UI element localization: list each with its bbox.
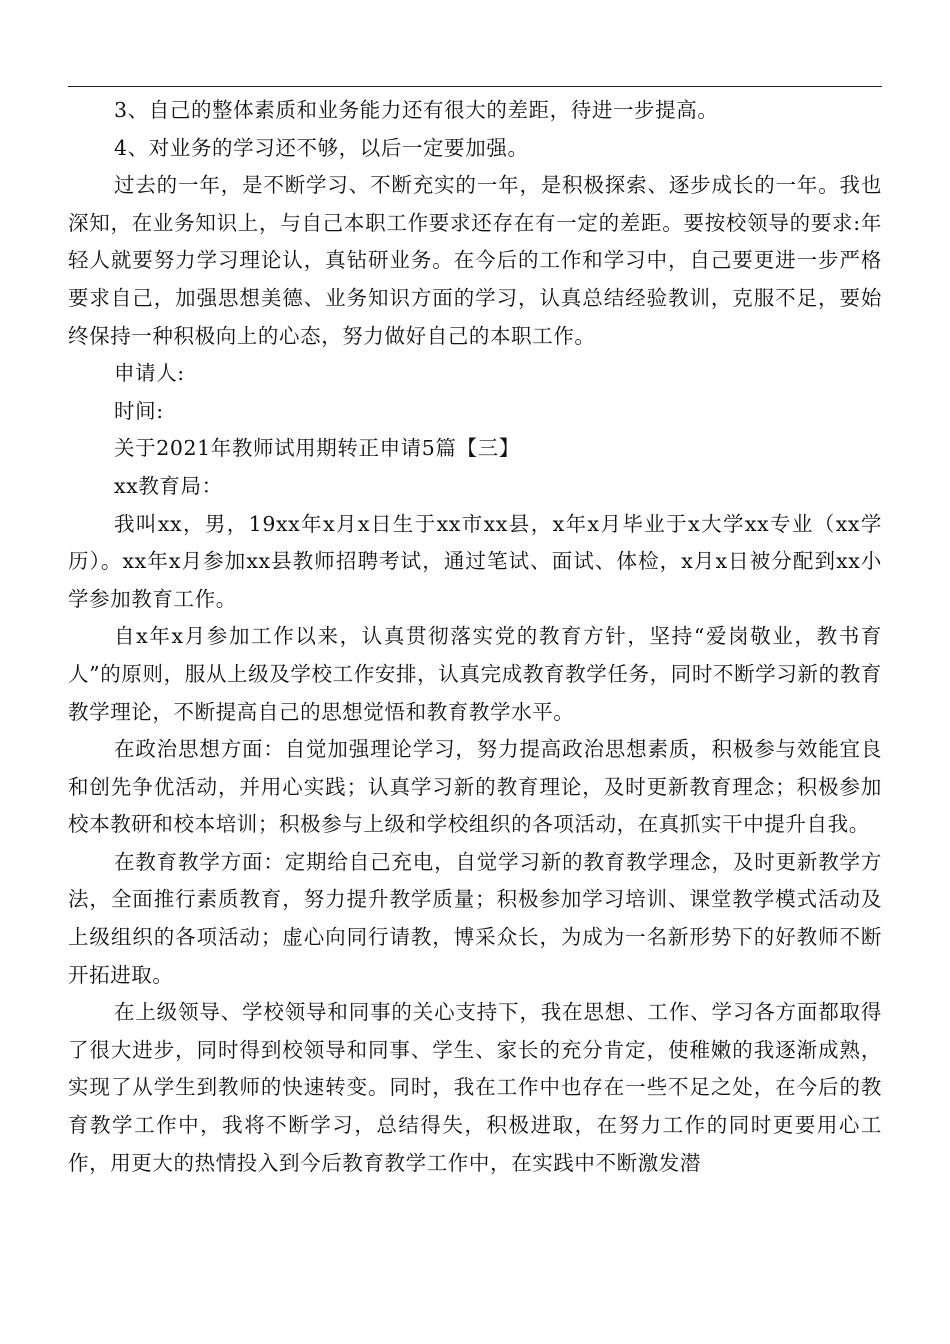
applicant-label: 申请人:	[114, 361, 185, 386]
section-title: 关于2021年教师试用期转正申请5篇【三】	[114, 436, 520, 461]
salutation: xx教育局：	[114, 473, 223, 498]
date-label: 时间:	[114, 398, 164, 423]
paragraph-work: 自x年x月参加工作以来，认真贯彻落实党的教育方针，坚持“爱岗敬业，教书育人”的原则，服从上级及学校工作安排，认真完成教育教学任务，同时不断学习新的教育教学理论，不断提高自己的思想觉悟和教育教学水平。	[68, 624, 882, 724]
paragraph-political: 在政治思想方面：自觉加强理论学习，努力提高政治思想素质，积极参与效能宜良和创先争优活动，并用心实践；认真学习新的教育理论，及时更新教育理念；积极参加校本教研和校本培训；积极参与上级和学校组织的各项活动，在真抓实干中提升自我。	[68, 737, 882, 837]
document-body	[68, 92, 882, 1182]
paragraph-intro: 我叫xx，男，19xx年x月x日生于xx市xx县，x年x月毕业于x大学xx专业（xx学历）。xx年x月参加xx县教师招聘考试，通过笔试、面试、体检，x月x日被分配到xx小学参加教育工作。	[68, 511, 882, 611]
list-item-point-3: 3、自己的整体素质和业务能力还有很大的差距，待进一步提高。	[114, 98, 719, 122]
header-rule	[68, 86, 882, 87]
list-item-point-4: 4、对业务的学习还不够，以后一定要加强。	[114, 135, 529, 160]
paragraph-teaching: 在教育教学方面：定期给自己充电，自觉学习新的教育教学理念，及时更新教学方法，全面推行素质教育，努力提升教学质量；积极参加学习培训、课堂教学模式活动及上级组织的各项活动；虚心向同行请教，博采众长，为成为一名新形势下的好教师不断开拓进取。	[68, 849, 882, 987]
paragraph-summary: 过去的一年，是不断学习、不断充实的一年，是积极探索、逐步成长的一年。我也深知，在业务知识上，与自己本职工作要求还存在有一定的差距。要按校领导的要求:年轻人就要努力学习理论认，真钻研业务。在今后的工作和学习中，自己要更进一步严格要求自己，加强思想美德、业务知识方面的学习，认真总结经验教训，克服不足，要始终保持一种积极向上的心态，努力做好自己的本职工作。	[68, 173, 882, 348]
paragraph-growth: 在上级领导、学校领导和同事的关心支持下，我在思想、工作、学习各方面都取得了很大进步，同时得到校领导和同事、学生、家长的充分肯定，使稚嫩的我逐渐成熟，实现了从学生到教师的快速转变。同时，我在工作中也存在一些不足之处，在今后的教育教学工作中，我将不断学习，总结得失，积极进取，在努力工作的同时更要用心工作，用更大的热情投入到今后教育教学工作中，在实践中不断激发潜	[68, 1000, 882, 1175]
